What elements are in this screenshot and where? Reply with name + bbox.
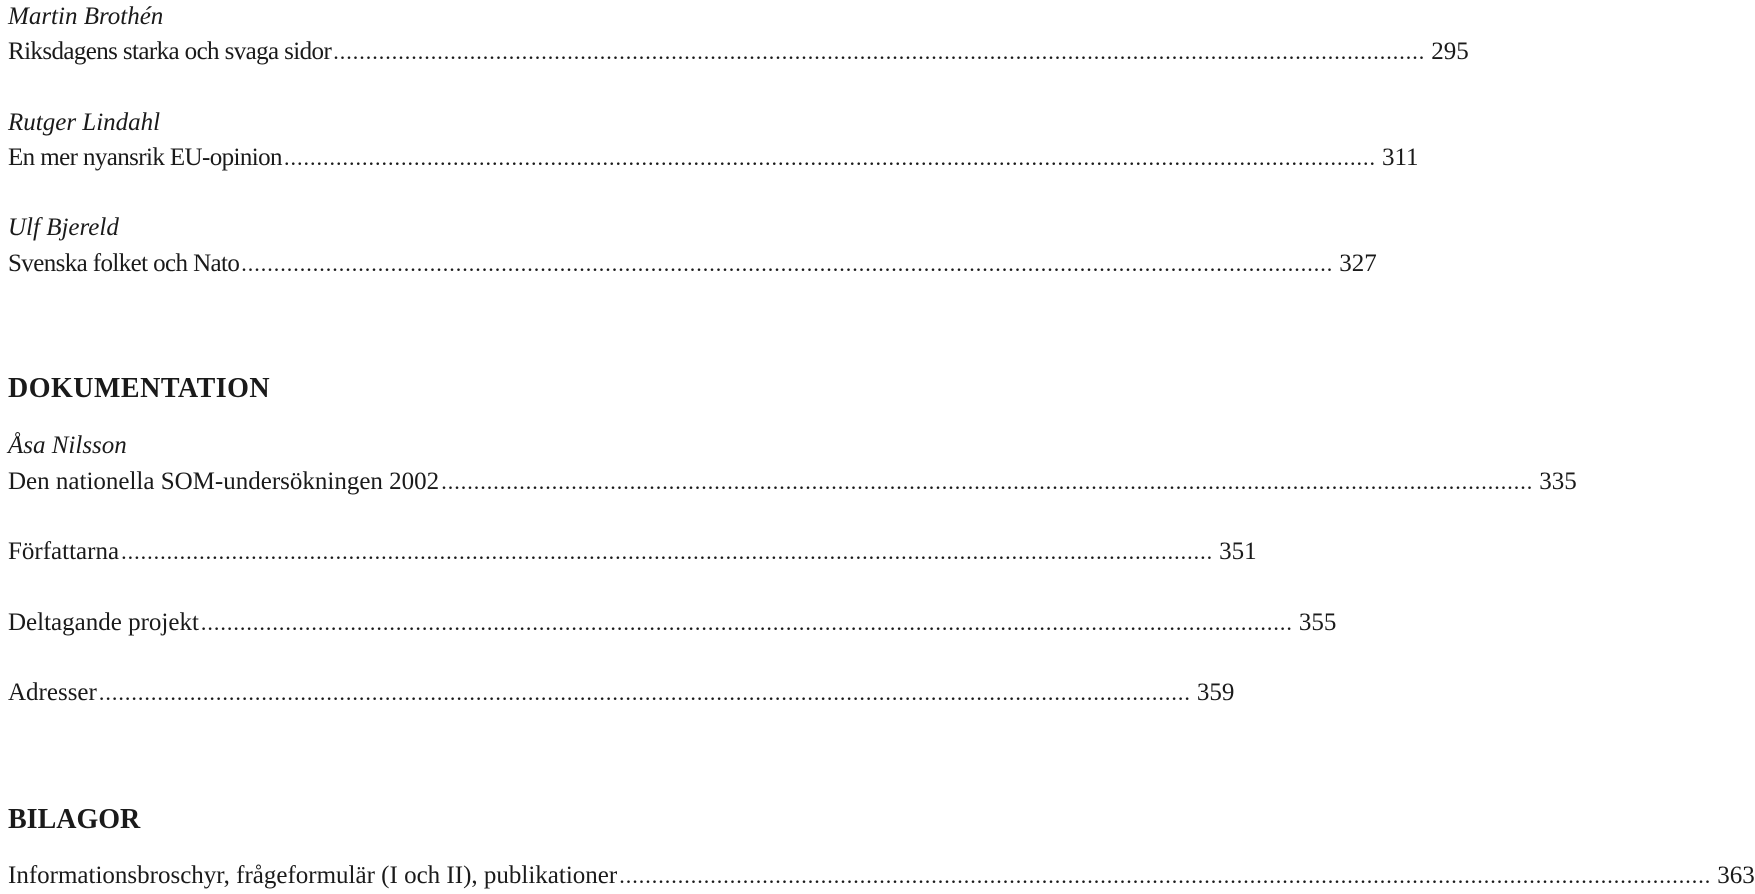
section-heading-bilagor: BILAGOR (8, 804, 141, 835)
dot-leader: ........................................................................................................................................................................ (619, 863, 1712, 888)
toc-entry[interactable] (8, 608, 1337, 638)
toc-page-number: 359 (1196, 679, 1235, 706)
dot-leader: ........................................................................................................................................................................ (121, 539, 1214, 564)
dot-leader: ........................................................................................................................................................................ (241, 251, 1334, 276)
dot-leader: ........................................................................................................................................................................ (441, 469, 1534, 494)
toc-entry[interactable] (8, 143, 1419, 173)
toc-entry-title: Informationsbroschyr, frågeformulär (I och II), publikationer (8, 862, 618, 889)
toc-entry[interactable] (8, 678, 1235, 708)
toc-page-number: 351 (1219, 538, 1257, 565)
toc-author: Martin Brothén (8, 3, 164, 30)
toc-entry-title: Riksdagens starka och svaga sidor (8, 38, 332, 65)
toc-entry[interactable] (8, 467, 1577, 497)
toc-author: Åsa Nilsson (8, 432, 127, 459)
toc-entry-title: Den nationella SOM-undersökningen 2002 (8, 468, 440, 495)
toc-page-number: 355 (1298, 609, 1337, 636)
dot-leader: ........................................................................................................................................................................ (98, 680, 1191, 705)
toc-entry[interactable] (8, 861, 1755, 891)
toc-page-number: 335 (1539, 468, 1577, 495)
toc-entry-title: Författarna (8, 538, 120, 565)
toc-entry-title: En mer nyansrik EU-opinion (8, 144, 282, 171)
toc-page-number: 311 (1381, 144, 1419, 171)
toc-entry[interactable] (8, 249, 1377, 279)
dot-leader: ........................................................................................................................................................................ (200, 610, 1293, 635)
toc-entry-title: Svenska folket och Nato (8, 250, 240, 277)
table-of-contents (8, 0, 1755, 894)
toc-page-number: 295 (1431, 38, 1469, 65)
toc-page-number: 363 (1717, 862, 1755, 889)
section-heading-dokumentation: DOKUMENTATION (8, 373, 271, 404)
toc-entry[interactable] (8, 37, 1469, 67)
toc-entry-title: Deltagande projekt (8, 609, 199, 636)
toc-page-number: 327 (1339, 250, 1377, 277)
toc-entry[interactable] (8, 537, 1257, 567)
dot-leader: ........................................................................................................................................................................ (283, 145, 1376, 170)
toc-author: Ulf Bjereld (8, 214, 119, 241)
toc-author: Rutger Lindahl (8, 109, 161, 136)
dot-leader: ........................................................................................................................................................................ (333, 39, 1426, 64)
toc-entry-title: Adresser (8, 679, 97, 706)
